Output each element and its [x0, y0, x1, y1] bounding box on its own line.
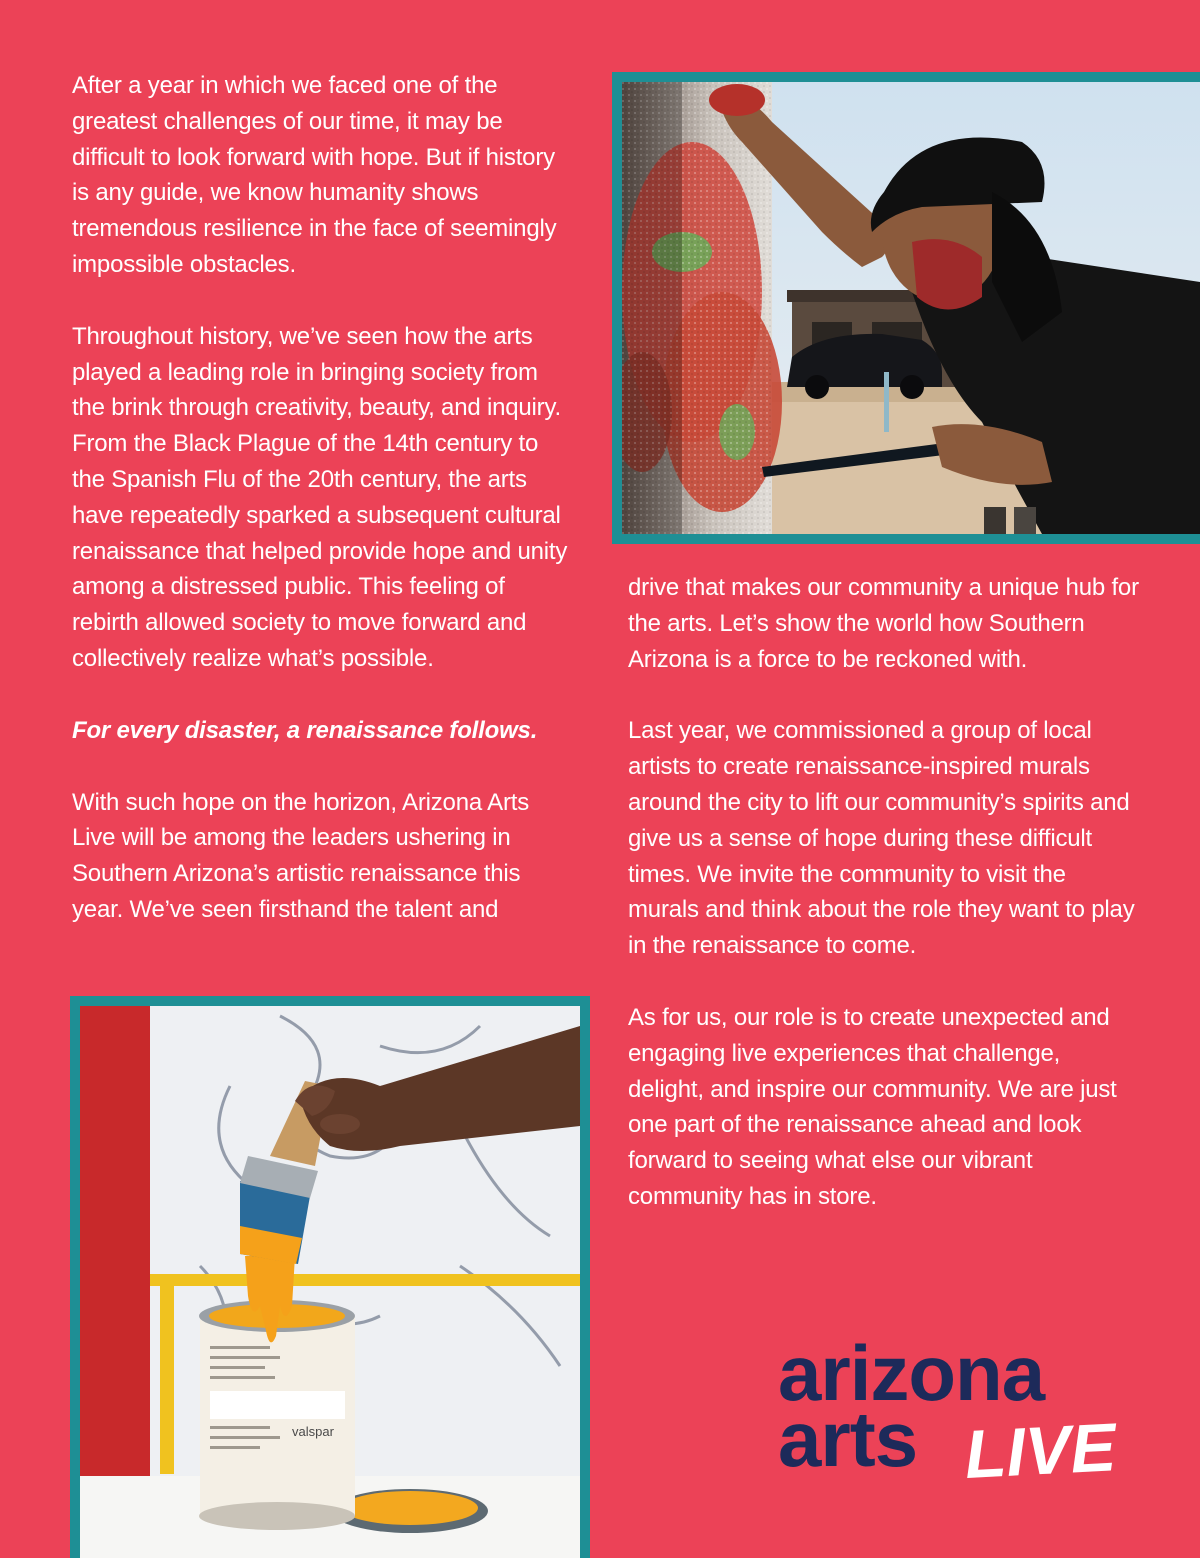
- paint-can-illustration: [80, 1006, 580, 1558]
- paragraph-hope: With such hope on the horizon, Arizona Arts Live will be among the leaders ushering in Southern Arizona’s artistic renaissance this year. We’ve seen firsthand the talent and: [72, 788, 529, 923]
- logo-arizona: arizona: [778, 1329, 1045, 1417]
- logo-arts: arts: [778, 1395, 918, 1483]
- paragraph-murals: Last year, we commissioned a group of local artists to create renaissance-inspired murals around the city to lift our community’s spirits and give us a sense of hope during these difficult times. We invite the community to visit the murals and think about the role they want to play in the renaissance to come.: [628, 717, 1135, 960]
- paragraph-drive: drive that makes our community a unique hub for the arts. Let’s show the world how Southern Arizona is a force to be reckoned with.: [628, 574, 1139, 673]
- paragraph-role: As for us, our role is to create unexpected and engaging live experiences that challenge, delight, and inspire our community. We are just one part of the renaissance ahead and look forward to seeing what else our vibrant community has in store.: [628, 1003, 1117, 1210]
- mural-painter-illustration: [622, 82, 1200, 534]
- arizona-arts-live-logo: [778, 1328, 1138, 1488]
- photo-frame-top: [612, 72, 1200, 544]
- can-brand-label: valspar: [292, 1424, 334, 1439]
- right-column: [628, 570, 1140, 1251]
- paragraph-intro: After a year in which we faced one of the greatest challenges of our time, it may be difficult to look forward with hope. But if history is any guide, we know humanity shows tremendous resilience in the face of seemingly impossible obstacles.: [72, 72, 557, 278]
- left-column: [72, 68, 572, 964]
- photo-frame-bottom: [70, 996, 590, 1558]
- paragraph-history: Throughout history, we’ve seen how the arts played a leading role in bringing society from the brink through creativity, beauty, and inquiry. From the Black Plague of the 14th century to the Spanish Flu of the 20th century, the arts have repeatedly sparked a subsequent cultural renaissance that helped provide hope and unity among a distressed public. This feeling of rebirth allowed society to move forward and collectively realize what’s possible.: [72, 322, 568, 672]
- paint-can-brush-photo: [80, 1006, 580, 1558]
- logo-live: LIVE: [962, 1409, 1118, 1488]
- mural-painter-photo: [622, 82, 1200, 534]
- paragraph-tagline: For every disaster, a renaissance follows.: [72, 716, 538, 744]
- logo-wordmark: [778, 1328, 1138, 1488]
